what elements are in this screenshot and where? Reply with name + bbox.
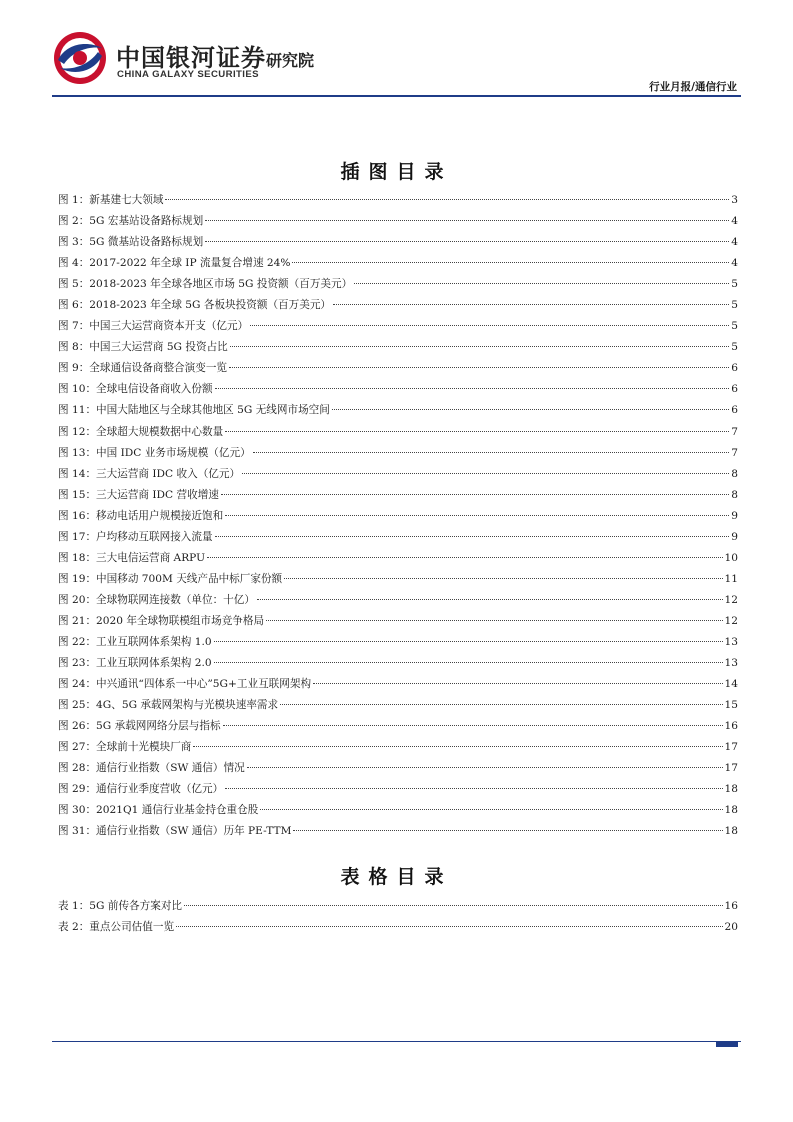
figure-toc-entry-label: 图 18：三大电信运营商 ARPU xyxy=(58,551,206,564)
dot-leader xyxy=(223,725,723,726)
header-divider xyxy=(52,95,741,97)
figure-toc-entry-page-number: 4 xyxy=(731,215,738,228)
figure-toc-entry[interactable] xyxy=(58,779,738,800)
dot-leader xyxy=(225,431,729,432)
dot-leader xyxy=(214,641,723,642)
figure-toc-entry-label: 图 23：工业互联网体系架构 2.0 xyxy=(58,657,212,670)
dot-leader xyxy=(230,346,729,347)
figure-toc-entry-page-number: 10 xyxy=(724,551,738,564)
table-toc-entry-page-number: 20 xyxy=(724,921,738,934)
figure-toc-entry-page-number: 6 xyxy=(731,362,738,375)
dot-leader xyxy=(215,536,730,537)
dot-leader xyxy=(176,926,722,927)
dot-leader xyxy=(354,283,729,284)
report-type: 行业月报/通信行业 xyxy=(649,81,737,93)
figure-toc-entry-page-number: 18 xyxy=(724,783,738,796)
dot-leader xyxy=(293,830,722,831)
figure-toc-entry-page-number: 13 xyxy=(724,657,738,670)
figure-toc-entry[interactable] xyxy=(58,464,738,485)
figure-toc-entry[interactable] xyxy=(58,274,738,295)
dot-leader xyxy=(242,473,729,474)
figure-toc-entry-label: 图 15：三大运营商 IDC 营收增速 xyxy=(58,488,219,501)
dot-leader xyxy=(260,809,722,810)
dot-leader xyxy=(184,905,722,906)
figure-toc-entry-page-number: 12 xyxy=(724,614,738,627)
figure-toc-entry-page-number: 18 xyxy=(724,804,738,817)
figure-toc-entry[interactable] xyxy=(58,337,738,358)
dot-leader xyxy=(205,241,729,242)
figures-toc xyxy=(58,190,738,842)
dot-leader xyxy=(221,494,729,495)
institute-label: 研究院 xyxy=(266,51,315,70)
figure-toc-entry-label: 图 14：三大运营商 IDC 收入（亿元） xyxy=(58,467,241,480)
dot-leader xyxy=(215,388,730,389)
figure-toc-entry[interactable] xyxy=(58,400,738,421)
dot-leader xyxy=(332,409,729,410)
figure-toc-entry-page-number: 4 xyxy=(731,236,738,249)
figure-toc-entry[interactable] xyxy=(58,569,738,590)
figure-toc-entry[interactable] xyxy=(58,443,738,464)
figure-toc-entry[interactable] xyxy=(58,695,738,716)
figure-toc-entry-label: 图 6：2018-2023 年全球 5G 各板块投资额（百万美元） xyxy=(58,299,332,312)
figure-toc-entry[interactable] xyxy=(58,211,738,232)
figure-toc-entry-label: 图 31：通信行业指数（SW 通信）历年 PE-TTM xyxy=(58,825,292,838)
galaxy-logo-icon xyxy=(52,30,108,86)
figure-toc-entry-page-number: 5 xyxy=(731,320,738,333)
figure-toc-entry[interactable] xyxy=(58,653,738,674)
dot-leader xyxy=(165,199,729,200)
figure-toc-entry-label: 图 20：全球物联网连接数（单位：十亿） xyxy=(58,593,255,606)
figure-toc-entry[interactable] xyxy=(58,295,738,316)
figure-toc-entry-page-number: 16 xyxy=(724,720,738,733)
figure-toc-entry-page-number: 17 xyxy=(724,762,738,775)
dot-leader xyxy=(292,262,729,263)
figure-toc-entry[interactable] xyxy=(58,232,738,253)
figure-toc-entry[interactable] xyxy=(58,358,738,379)
figure-toc-entry-label: 图 27：全球前十光模块厂商 xyxy=(58,741,192,754)
figure-toc-entry-label: 图 9：全球通信设备商整合演变一览 xyxy=(58,362,228,375)
figure-toc-entry[interactable] xyxy=(58,590,738,611)
figure-toc-entry[interactable] xyxy=(58,548,738,569)
figure-toc-entry[interactable] xyxy=(58,316,738,337)
dot-leader xyxy=(193,746,722,747)
figure-toc-entry[interactable] xyxy=(58,674,738,695)
figure-toc-entry-label: 图 17：户均移动互联网接入流量 xyxy=(58,530,213,543)
figure-toc-entry-page-number: 8 xyxy=(731,467,738,480)
table-toc-entry-label: 表 1：5G 前传各方案对比 xyxy=(58,900,183,912)
figure-toc-entry-page-number: 8 xyxy=(731,488,738,501)
table-toc-entry-page-number: 16 xyxy=(724,900,738,912)
figure-toc-entry-page-number: 17 xyxy=(724,741,738,754)
tables-toc xyxy=(58,896,738,938)
footer-mark xyxy=(716,1042,738,1047)
figure-toc-entry-label: 图 22：工业互联网体系架构 1.0 xyxy=(58,635,212,648)
company-name-cn: 中国银河证券 xyxy=(116,44,266,72)
figure-toc-entry[interactable] xyxy=(58,611,738,632)
figure-toc-entry-label: 图 7：中国三大运营商资本开支（亿元） xyxy=(58,320,249,333)
figure-toc-entry-label: 图 11：中国大陆地区与全球其他地区 5G 无线网市场空间 xyxy=(58,404,330,417)
figure-toc-entry-label: 图 8：中国三大运营商 5G 投资占比 xyxy=(58,341,228,354)
figure-toc-entry-page-number: 5 xyxy=(731,278,738,291)
figure-toc-entry-label: 图 16：移动电话用户规模接近饱和 xyxy=(58,509,224,522)
figure-toc-entry-label: 图 25：4G、5G 承载网架构与光模块速率需求 xyxy=(58,699,279,712)
figure-toc-entry[interactable] xyxy=(58,632,738,653)
dot-leader xyxy=(253,452,730,453)
dot-leader xyxy=(257,599,723,600)
figure-toc-entry-page-number: 15 xyxy=(724,699,738,712)
figure-toc-entry-label: 图 19：中国移动 700M 天线产品中标厂家份额 xyxy=(58,572,283,585)
figure-toc-entry-page-number: 13 xyxy=(724,635,738,648)
figure-toc-entry-label: 图 5：2018-2023 年全球各地区市场 5G 投资额（百万美元） xyxy=(58,278,353,291)
table-toc-entry-label: 表 2：重点公司估值一览 xyxy=(58,921,175,934)
figure-toc-entry-page-number: 7 xyxy=(731,446,738,459)
figure-toc-entry-page-number: 11 xyxy=(724,572,738,585)
figure-toc-entry-label: 图 24：中兴通讯“四体系一中心”5G+工业互联网架构 xyxy=(58,678,312,691)
figure-toc-entry[interactable] xyxy=(58,527,738,548)
figure-toc-entry-label: 图 2：5G 宏基站设备路标规划 xyxy=(58,215,204,228)
figure-toc-entry-page-number: 6 xyxy=(731,383,738,396)
figure-toc-entry-page-number: 5 xyxy=(731,341,738,354)
dot-leader xyxy=(247,767,723,768)
figure-toc-entry[interactable] xyxy=(58,422,738,443)
dot-leader xyxy=(205,220,729,221)
figure-toc-entry[interactable] xyxy=(58,253,738,274)
page-header xyxy=(52,28,741,98)
figure-toc-entry[interactable] xyxy=(58,379,738,400)
figure-toc-entry-label: 图 29：通信行业季度营收（亿元） xyxy=(58,783,224,796)
dot-leader xyxy=(207,557,722,558)
figure-toc-entry-label: 图 12：全球超大规模数据中心数量 xyxy=(58,425,224,438)
figure-toc-entry-label: 图 4：2017-2022 年全球 IP 流量复合增速 24% xyxy=(58,257,291,270)
figure-toc-entry-page-number: 18 xyxy=(724,825,738,838)
figure-toc-entry[interactable] xyxy=(58,758,738,779)
dot-leader xyxy=(250,325,729,326)
figure-toc-entry-label: 图 3：5G 微基站设备路标规划 xyxy=(58,236,204,249)
dot-leader xyxy=(266,620,722,621)
figure-toc-entry-label: 图 30：2021Q1 通信行业基金持仓重仓股 xyxy=(58,804,259,817)
figure-toc-entry-label: 图 1：新基建七大领域 xyxy=(58,194,164,206)
figure-toc-entry-page-number: 5 xyxy=(731,299,738,312)
dot-leader xyxy=(225,788,722,789)
figure-toc-entry-label: 图 10：全球电信设备商收入份额 xyxy=(58,383,213,396)
figure-toc-entry[interactable] xyxy=(58,800,738,821)
figure-toc-entry[interactable] xyxy=(58,737,738,758)
figure-toc-entry[interactable] xyxy=(58,190,738,211)
figure-toc-entry-label: 图 13：中国 IDC 业务市场规模（亿元） xyxy=(58,446,251,459)
dot-leader xyxy=(280,704,722,705)
figure-toc-entry-page-number: 14 xyxy=(724,678,738,691)
dot-leader xyxy=(214,662,723,663)
figure-toc-entry-page-number: 9 xyxy=(731,509,738,522)
figure-toc-entry[interactable] xyxy=(58,716,738,737)
figures-toc-title: 插图目录 xyxy=(340,161,453,183)
figure-toc-entry[interactable] xyxy=(58,506,738,527)
figure-toc-entry[interactable] xyxy=(58,485,738,506)
dot-leader xyxy=(225,515,729,516)
figure-toc-entry-page-number: 9 xyxy=(731,530,738,543)
figure-toc-entry-page-number: 7 xyxy=(731,425,738,438)
tables-toc-title: 表格目录 xyxy=(340,866,453,888)
figure-toc-entry-page-number: 12 xyxy=(724,593,738,606)
footer-divider xyxy=(52,1041,741,1042)
figure-toc-entry-page-number: 4 xyxy=(731,257,738,270)
figure-toc-entry-page-number: 3 xyxy=(731,194,738,206)
figure-toc-entry-label: 图 21：2020 年全球物联模组市场竞争格局 xyxy=(58,614,265,627)
figure-toc-entry-label: 图 26：5G 承载网网络分层与指标 xyxy=(58,720,221,733)
figure-toc-entry[interactable] xyxy=(58,821,738,842)
figure-toc-entry-page-number: 6 xyxy=(731,404,738,417)
table-toc-entry[interactable] xyxy=(58,917,738,938)
dot-leader xyxy=(284,578,722,579)
table-toc-entry[interactable] xyxy=(58,896,738,917)
dot-leader xyxy=(229,367,729,368)
company-name-en: CHINA GALAXY SECURITIES xyxy=(117,69,259,80)
dot-leader xyxy=(333,304,729,305)
dot-leader xyxy=(313,683,722,684)
figure-toc-entry-label: 图 28：通信行业指数（SW 通信）情况 xyxy=(58,762,245,775)
